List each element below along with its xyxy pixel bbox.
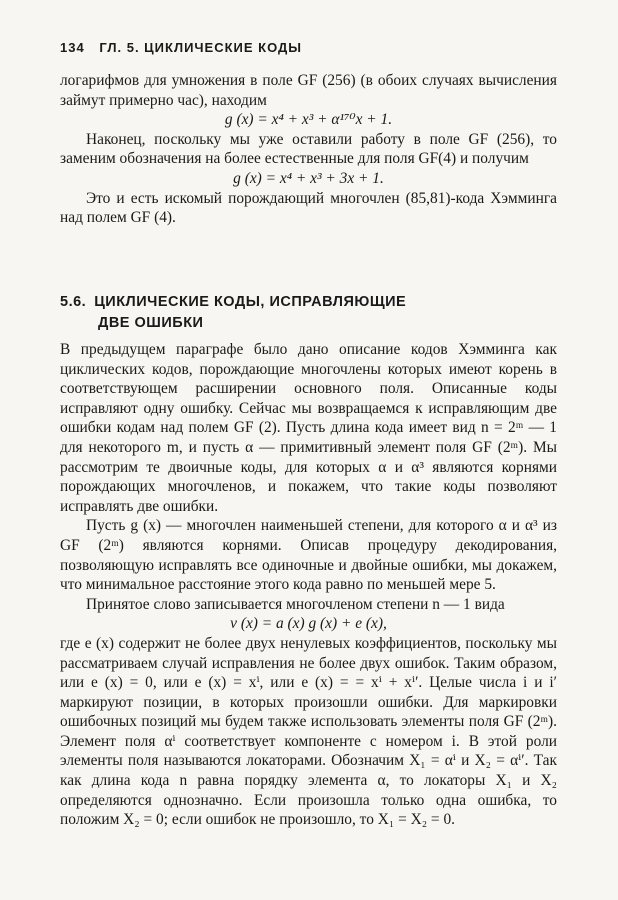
text-block-top <box>60 71 557 228</box>
chapter-title: ГЛ. 5. ЦИКЛИЧЕСКИЕ КОДЫ <box>99 40 303 55</box>
paragraph-locators: где e (x) содержит не более двух ненулевых коэффициентов, поскольку мы рассматриваем случай исправления не более двух ошибок. Таким образом, или e (x) = 0, или e (x) = xⁱ, или e (x) = = xⁱ + xⁱ′. Целые числа i и i′ маркируют позиции, в которых произошли ошибки. Для маркировки ошибочных позиций мы будем также использовать элементы поля GF (2ᵐ). Элемент поля αⁱ соответствует компоненте с номером i. В этой роли элементы поля называются локаторами. Обозначим X₁ = αⁱ и X₂ = αⁱ′. Так как длина кода n равна порядку элемента α, то локаторы X₁ и X₂ определяются однозначно. Если произошла только одна ошибка, то положим X₂ = 0; если ошибок не произошло, то X₁ = X₂ = 0. <box>60 634 557 829</box>
paragraph-received-word: Принятое слово записывается многочленом степени n — 1 вида <box>86 595 505 613</box>
section-title-line1: ЦИКЛИЧЕСКИЕ КОДЫ, ИСПРАВЛЯЮЩИЕ <box>94 294 407 310</box>
section-heading <box>60 292 557 334</box>
paragraph-g-definition: Пусть g (x) — многочлен наименьшей степени, для которого α и α³ из GF (2ᵐ) являются корнями. Описав процедуру декодирования, позволяющую исправлять все одиночные и двойные ошибки, мы докажем, что минимальное расстояние этого кода равно по меньшей мере 5. <box>60 517 557 594</box>
section-number: 5.6. <box>60 294 87 310</box>
formula-received-word: v (x) = a (x) g (x) + e (x), <box>230 615 387 633</box>
paragraph-hamming-result: Это и есть искомый порождающий многочлен (85,81)-кода Хэмминга над полем GF (4). <box>60 189 557 227</box>
formula-g-gf4: g (x) = x⁴ + x³ + 3x + 1. <box>233 169 384 187</box>
formula-g-gf256: g (x) = x⁴ + x³ + α¹⁷⁰x + 1. <box>224 111 393 129</box>
text-block-section <box>60 340 557 830</box>
running-head <box>60 40 302 55</box>
section-title-line2: ДВЕ ОШИБКИ <box>98 315 204 331</box>
page-number: 134 <box>60 40 85 55</box>
paragraph-finally: Наконец, поскольку мы уже оставили работу в поле GF (256), то заменим обозначения на более естественные для поля GF(4) и получим <box>60 130 557 168</box>
paragraph-logarithms: логарифмов для умножения в поле GF (256) (в обоих случаях вычисления займут примерно час), находим <box>60 72 557 109</box>
paragraph-intro: В предыдущем параграфе было дано описание кодов Хэмминга как циклических кодов, порождающие многочлены которых имеют корень в соответствующем расширении основного поля. Описанные коды исправляют одну ошибку. Сейчас мы возвращаемся к исправляющим две ошибки кодам над полем GF (2). Пусть длина кода имеет вид n = 2ᵐ — 1 для некоторого m, и пусть α — примитивный элемент поля GF (2ᵐ). Мы рассмотрим те двоичные коды, для которых α и α³ являются корнями порождающих многочленов, и покажем, что такие коды позволяют исправлять две ошибки. <box>60 341 557 515</box>
